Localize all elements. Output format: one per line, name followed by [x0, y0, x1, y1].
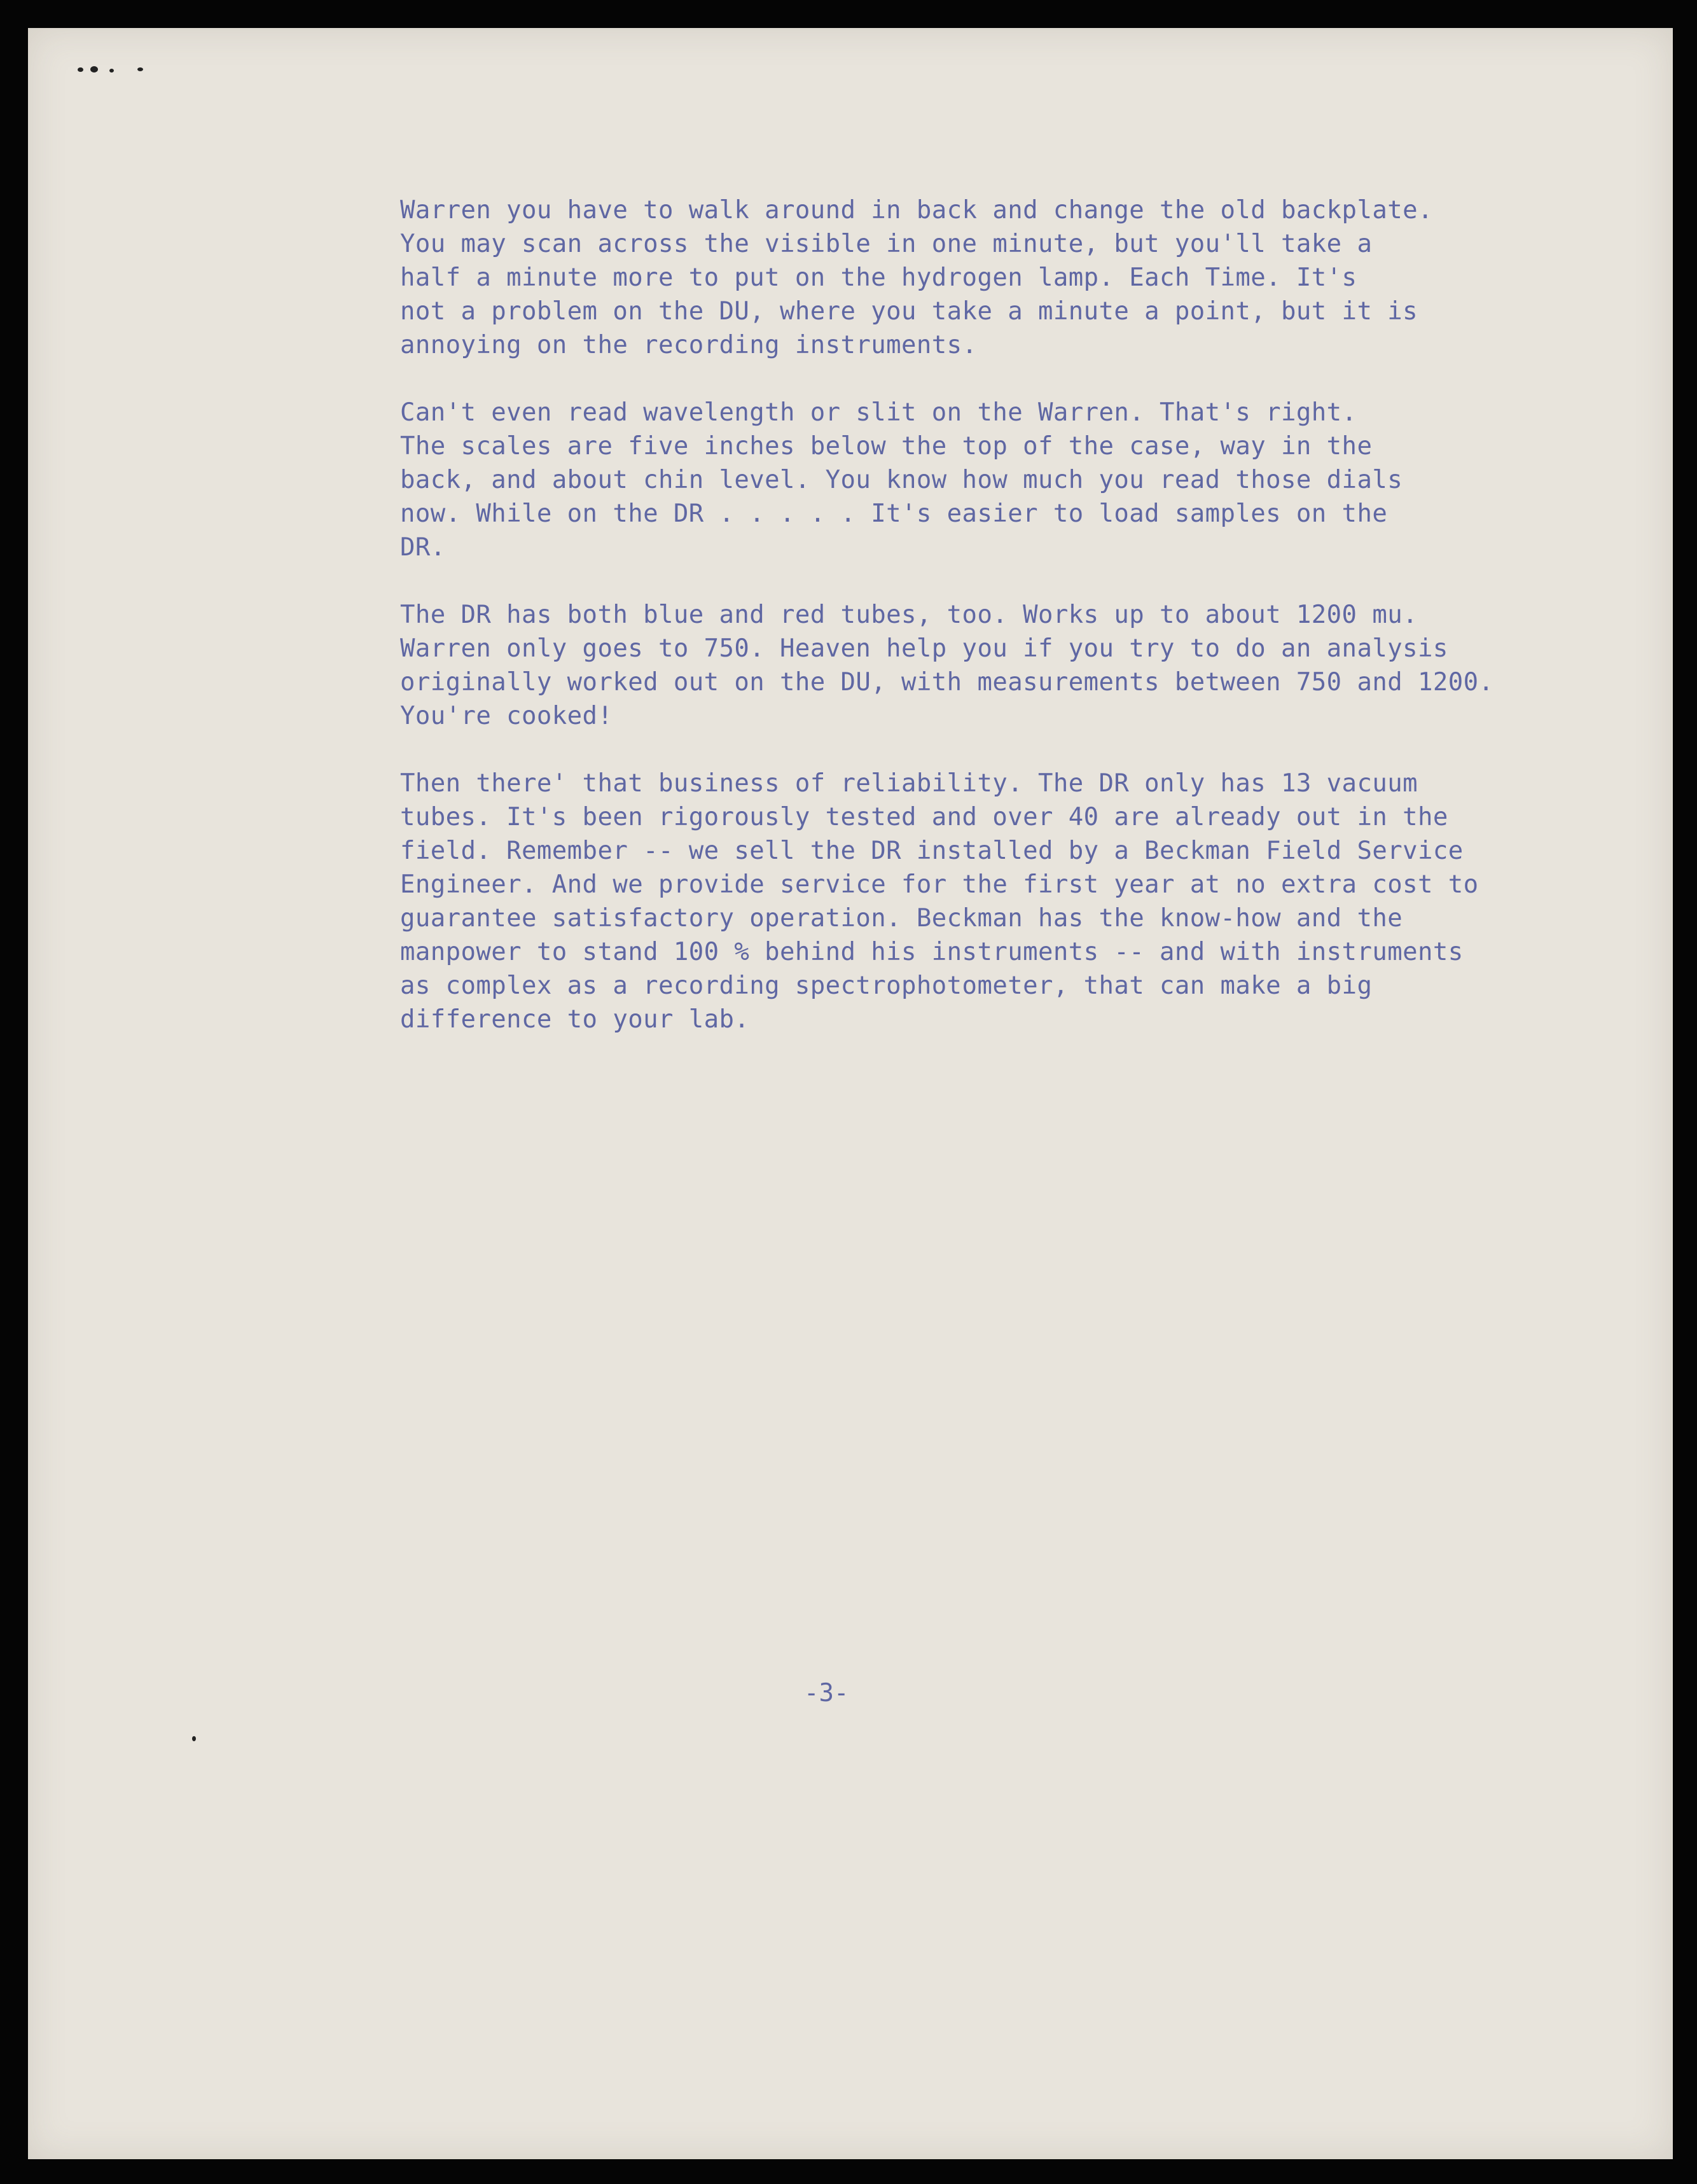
text-line: Can't even read wavelength or slit on the Warren. That's right.	[400, 398, 1357, 427]
paragraph-wavelength-scales	[400, 396, 1609, 564]
typed-text-body	[400, 193, 1609, 1070]
paper-speck	[78, 67, 83, 72]
document-page	[28, 28, 1673, 2159]
text-line: Engineer. And we provide service for the first year at no extra cost to	[400, 870, 1479, 899]
text-line: field. Remember -- we sell the DR installed by a Beckman Field Service	[400, 837, 1464, 865]
text-line: The scales are five inches below the top of the case, way in the	[400, 432, 1373, 461]
text-line: back, and about chin level. You know how much you read those dials	[400, 466, 1403, 494]
text-line: guarantee satisfactory operation. Beckman has the know-how and the	[400, 904, 1403, 933]
text-line: not a problem on the DU, where you take a minute a point, but it is	[400, 297, 1418, 326]
paper-speck	[192, 1736, 196, 1741]
text-line: now. While on the DR . . . . . It's easier to load samples on the	[400, 499, 1388, 528]
paper-speck	[137, 67, 143, 71]
text-line: DR.	[400, 533, 446, 562]
page-number: -3-	[804, 1679, 849, 1708]
text-line: You're cooked!	[400, 702, 613, 730]
text-line: Then there' that business of reliability. The DR only has 13 vacuum	[400, 769, 1418, 798]
paper-speck	[109, 69, 114, 73]
text-line: difference to your lab.	[400, 1005, 750, 1034]
text-line: Warren you have to walk around in back and change the old backplate.	[400, 196, 1433, 225]
paragraph-tubes-range	[400, 598, 1609, 733]
text-line: annoying on the recording instruments.	[400, 331, 978, 359]
paper-speck	[90, 66, 98, 73]
paragraph-reliability	[400, 767, 1609, 1036]
text-line: as complex as a recording spectrophotometer, that can make a big	[400, 971, 1373, 1000]
text-line: originally worked out on the DU, with measurements between 750 and 1200.	[400, 668, 1494, 697]
text-line: manpower to stand 100 % behind his instruments -- and with instruments	[400, 938, 1464, 966]
paragraph-warren-backplate	[400, 193, 1609, 362]
text-line: Warren only goes to 750. Heaven help you if you try to do an analysis	[400, 634, 1448, 663]
text-line: The DR has both blue and red tubes, too. Works up to about 1200 mu.	[400, 601, 1418, 629]
text-line: You may scan across the visible in one minute, but you'll take a	[400, 230, 1373, 258]
text-line: tubes. It's been rigorously tested and over 40 are already out in the	[400, 803, 1448, 831]
text-line: half a minute more to put on the hydrogen lamp. Each Time. It's	[400, 263, 1357, 292]
